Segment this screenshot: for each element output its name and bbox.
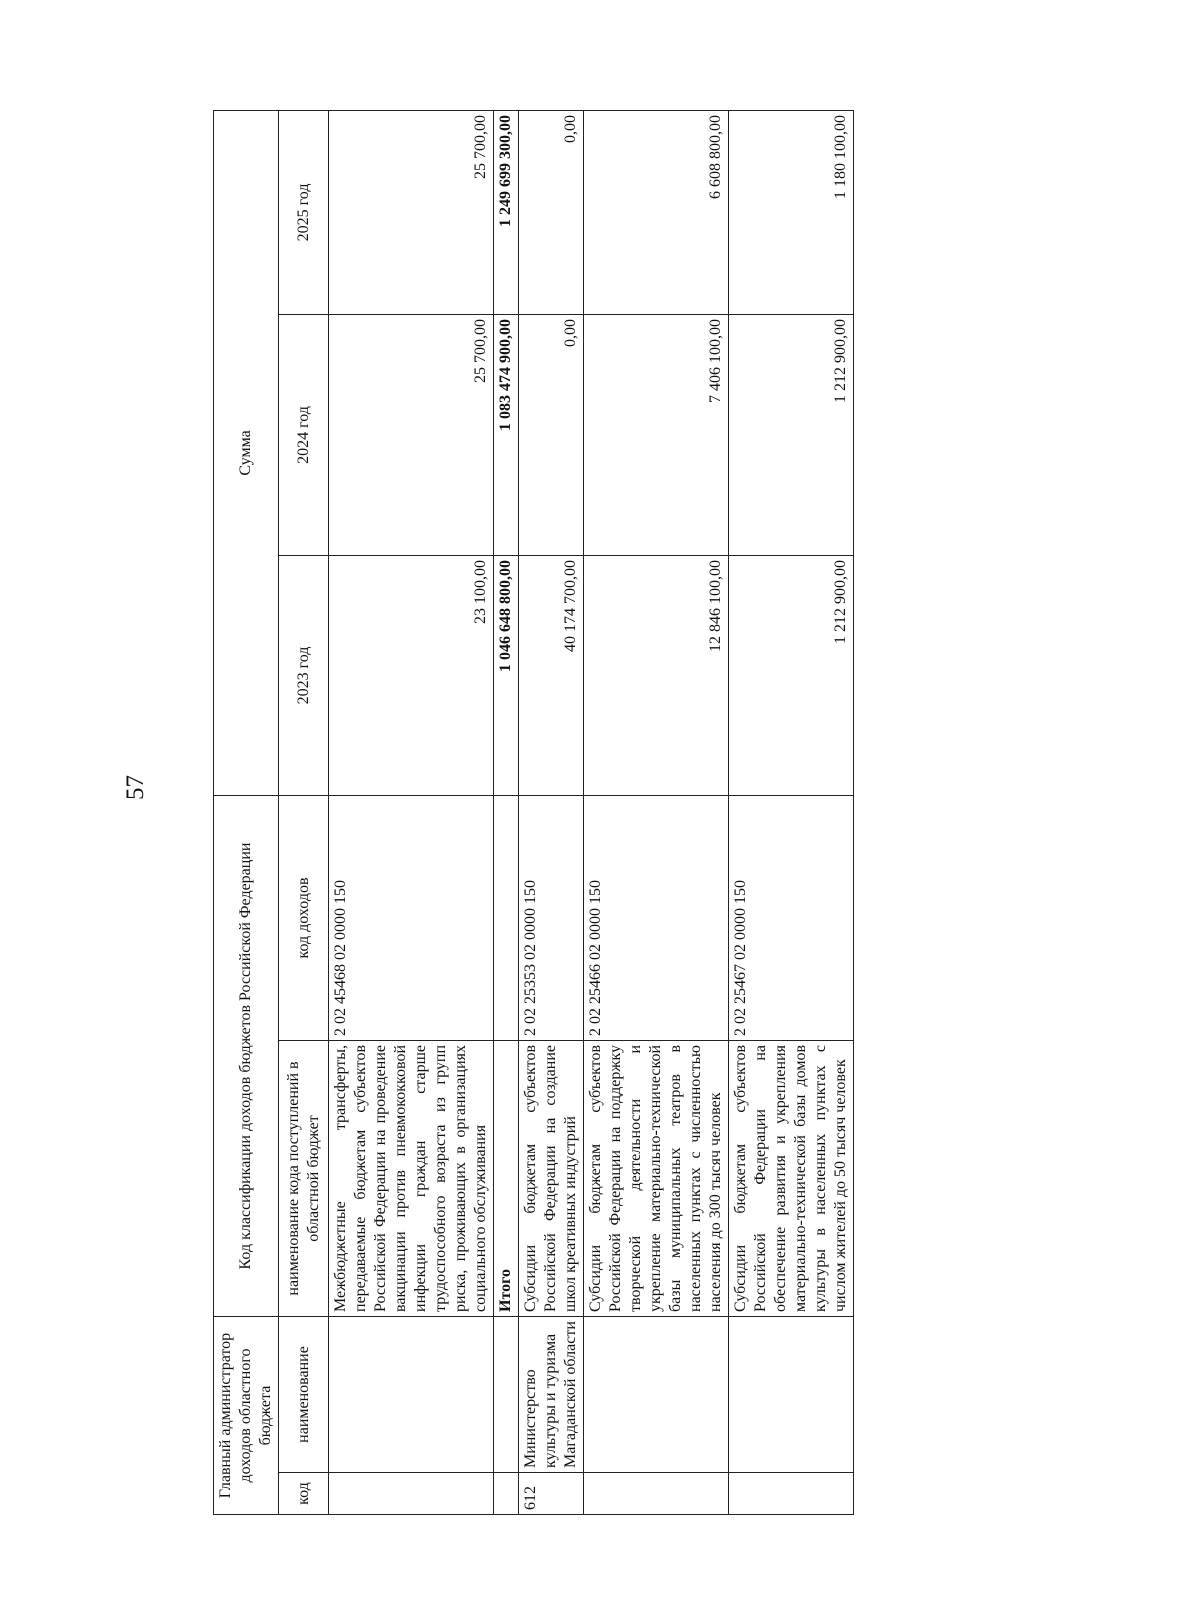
- cell-name: Субсидии бюджетам субъектов Российской Федерации на поддержку творческой деятельности и укрепление материально-технической базы муниципальных театров в населенных пунктах с численностью населения до 300 тысяч человек: [584, 1040, 729, 1316]
- cell-2024: 0,00: [519, 314, 584, 555]
- cell-2024: 1 212 900,00: [729, 314, 854, 555]
- cell-2024: 25 700,00: [329, 314, 494, 555]
- cell-admin: [584, 1316, 729, 1472]
- table-row-total: [494, 110, 519, 1514]
- cell-2025: 6 608 800,00: [584, 110, 729, 314]
- col-header-2023: 2023 год: [279, 555, 329, 795]
- cell-code: 2 02 25466 02 0000 150: [584, 795, 729, 1040]
- table-row: [329, 110, 494, 1514]
- cell-2023: 40 174 700,00: [519, 555, 584, 795]
- col-header-naim-koda: наименование кода поступлений в областной бюджет: [279, 1040, 329, 1316]
- cell-2024: 7 406 100,00: [584, 314, 729, 555]
- cell-2023: 12 846 100,00: [584, 555, 729, 795]
- col-header-kod: код: [279, 1473, 329, 1515]
- cell-2023: 23 100,00: [329, 555, 494, 795]
- cell-kod: [494, 1473, 519, 1515]
- cell-2025: 1 249 699 300,00: [494, 110, 519, 314]
- col-header-2024: 2024 год: [279, 314, 329, 555]
- cell-kod: [729, 1473, 854, 1515]
- table-row: [729, 110, 854, 1514]
- cell-code: [494, 795, 519, 1040]
- admin-group-header: Главный администратор доходов областного бюджета: [214, 1316, 279, 1514]
- col-header-kod-dohodov: код доходов: [279, 795, 329, 1040]
- cell-name: Итого: [494, 1040, 519, 1316]
- table-row: [519, 110, 584, 1514]
- cell-2025: 25 700,00: [329, 110, 494, 314]
- cell-code: 2 02 45468 02 0000 150: [329, 795, 494, 1040]
- cell-name: Субсидии бюджетам субъектов Российской Федерации на создание школ креативных индустрий: [519, 1040, 584, 1316]
- cell-2025: 1 180 100,00: [729, 110, 854, 314]
- cell-kod: [329, 1473, 494, 1515]
- table-row: [584, 110, 729, 1514]
- cell-code: 2 02 25467 02 0000 150: [729, 795, 854, 1040]
- cell-2023: 1 046 648 800,00: [494, 555, 519, 795]
- cell-name: Межбюджетные трансферты, передаваемые бюджетам субъектов Российской Федерации на проведение вакцинации против пневмококковой инфекции граждан старше трудоспособного возраста из групп риска, проживающих в организациях социального обслуживания: [329, 1040, 494, 1316]
- budget-table-container: [213, 111, 1075, 1515]
- budget-table: [213, 110, 854, 1515]
- cell-admin: [329, 1316, 494, 1472]
- cell-code: 2 02 25353 02 0000 150: [519, 795, 584, 1040]
- cell-kod: 612: [519, 1473, 584, 1515]
- classification-group-header: Код классификации доходов бюджетов Российской Федерации: [214, 795, 279, 1316]
- cell-admin: [729, 1316, 854, 1472]
- col-header-naimenovanie: наименование: [279, 1316, 329, 1472]
- cell-kod: [584, 1473, 729, 1515]
- cell-admin: [494, 1316, 519, 1472]
- cell-name: Субсидии бюджетам субъектов Российской Федерации на обеспечение развития и укрепления материально-технической базы домов культуры в населенных пунктах с числом жителей до 50 тысяч человек: [729, 1040, 854, 1316]
- cell-2024: 1 083 474 900,00: [494, 314, 519, 555]
- col-header-2025: 2025 год: [279, 110, 329, 314]
- sum-group-header: Сумма: [214, 110, 279, 795]
- page-number: 57: [122, 775, 149, 800]
- cell-2023: 1 212 900,00: [729, 555, 854, 795]
- cell-admin: Министерство культуры и туризма Магаданской области: [519, 1316, 584, 1472]
- cell-2025: 0,00: [519, 110, 584, 314]
